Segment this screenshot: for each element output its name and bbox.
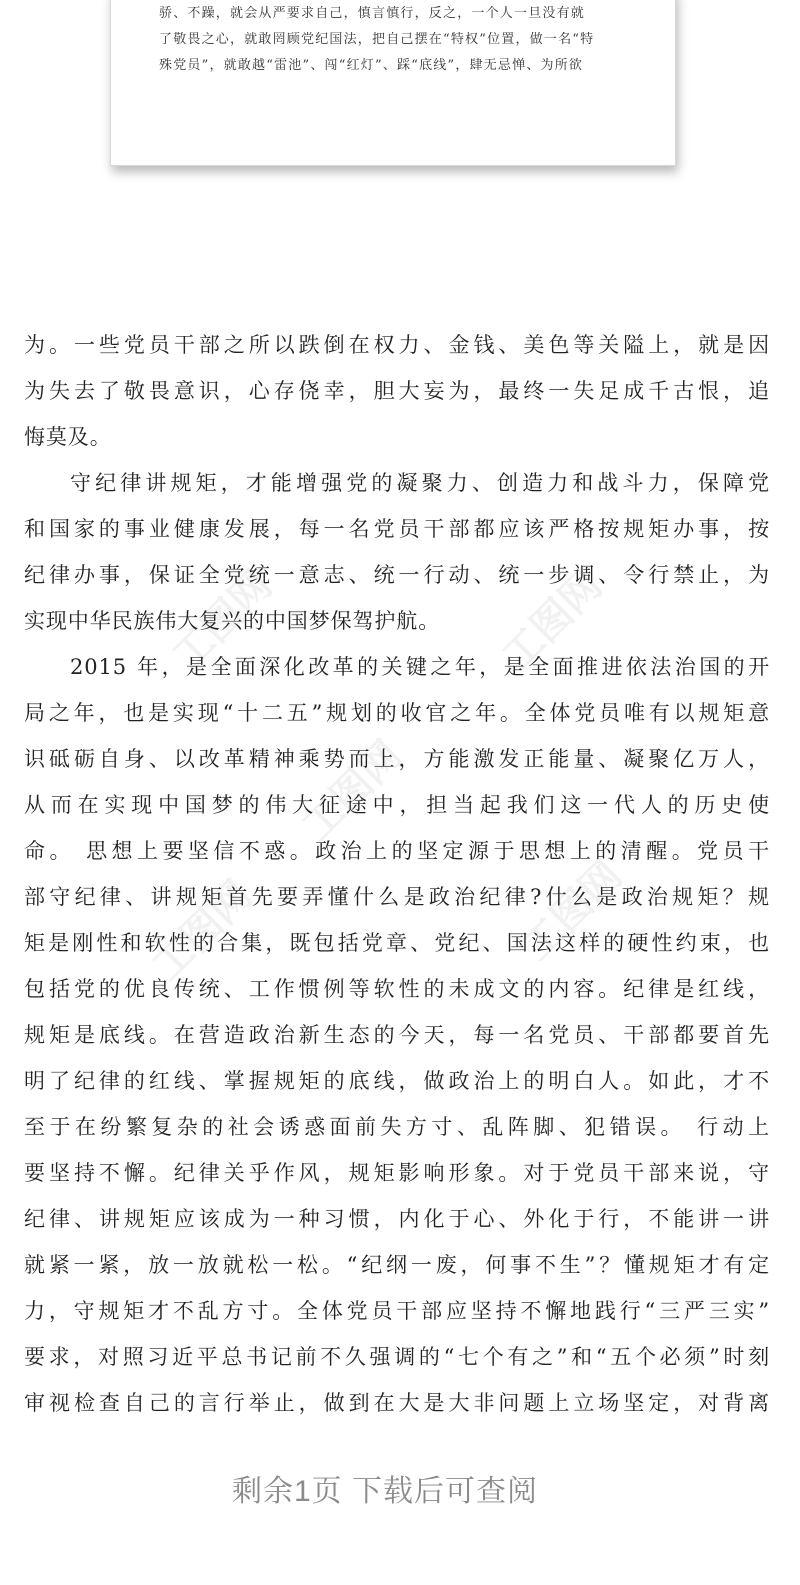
watermark: 工图网	[294, 732, 411, 849]
text-line: 就紧一紧，放一放就松一松。“纪纲一废，何事不生”？懂规矩才有定	[24, 1253, 770, 1277]
text-line: 力，守规矩才不乱方寸。全体党员干部应坚持不懈地践行“三严三实”	[24, 1299, 770, 1323]
text-line: 实现中华民族伟大复兴的中国梦保驾护航。	[24, 609, 441, 633]
text-line: 命。 思想上要坚信不惑。政治上的坚定源于思想上的清醒。党员干	[24, 839, 770, 863]
text-line: 守纪律讲规矩，才能增强党的凝聚力、创造力和战斗力，保障党	[70, 471, 770, 495]
text-line: 要求，对照习近平总书记前不久强调的“七个有之”和“五个必须”时刻	[24, 1345, 770, 1369]
text-line: 局之年，也是实现“十二五”规划的收官之年。全体党员唯有以规矩意	[24, 701, 770, 725]
text-line: 纪律、讲规矩应该成为一种习惯，内化于心、外化于行，不能讲一讲	[24, 1207, 770, 1231]
text-line: 包括党的优良传统、工作惯例等软性的未成文的内容。纪律是红线，	[24, 977, 770, 1001]
download-hint[interactable]: 剩余1页 下载后可查阅	[231, 1475, 539, 1508]
text-line: 悔莫及。	[24, 425, 112, 449]
text-line: 纪律办事，保证全党统一意志、统一行动、统一步调、令行禁止，为	[24, 563, 770, 587]
text-line: 至于在纷繁复杂的社会诱惑面前失方寸、乱阵脚、犯错误。 行动上	[24, 1115, 770, 1139]
watermark: 工图网	[164, 562, 281, 679]
preview-line: 了敬畏之心，就敢罔顾党纪国法，把自己摆在“特权”位置，做一名“特	[159, 32, 595, 47]
text-line: 从而在实现中国梦的伟大征途中，担当起我们这一代人的历史使	[24, 793, 770, 817]
text-line: 要坚持不懈。纪律关乎作风，规矩影响形象。对于党员干部来说，守	[24, 1161, 770, 1185]
text-line: 部守纪律、讲规矩首先要弄懂什么是政治纪律?什么是政治规矩？规	[24, 885, 770, 909]
text-line: 为。一些党员干部之所以跌倒在权力、金钱、美色等关隘上，就是因	[24, 333, 770, 357]
text-line: 矩是刚性和软性的合集，既包括党章、党纪、国法这样的硬性约束，也	[24, 931, 770, 955]
previous-page-preview	[110, 0, 676, 166]
text-line: 明了纪律的红线、掌握规矩的底线，做政治上的明白人。如此，才不	[24, 1069, 770, 1093]
text-line: 识砥砺自身、以改革精神乘势而上，方能激发正能量、凝聚亿万人，	[24, 747, 770, 771]
text-line: 2015 年，是全面深化改革的关键之年，是全面推进依法治国的开	[70, 655, 770, 679]
watermark: 工图网	[514, 852, 631, 969]
text-line: 审视检查自己的言行举止，做到在大是大非问题上立场坚定，对背离	[24, 1391, 770, 1415]
watermark: 工图网	[144, 872, 261, 989]
text-line: 和国家的事业健康发展，每一名党员干部都应该严格按规矩办事，按	[24, 517, 770, 541]
preview-line: 殊党员”，就敢越“雷池”、闯“红灯”、踩“底线”，肆无忌惮、为所欲	[159, 58, 584, 73]
preview-line: 骄、不躁，就会从严要求自己，慎言慎行，反之，一个人一旦没有就	[159, 6, 586, 21]
text-line: 规矩是底线。在营造政治新生态的今天，每一名党员、干部都要首先	[24, 1023, 770, 1047]
document-body	[24, 322, 770, 1426]
watermark: 工图网	[494, 562, 611, 679]
text-line: 为失去了敬畏意识，心存侥幸，胆大妄为，最终一失足成千古恨，追	[24, 379, 770, 403]
